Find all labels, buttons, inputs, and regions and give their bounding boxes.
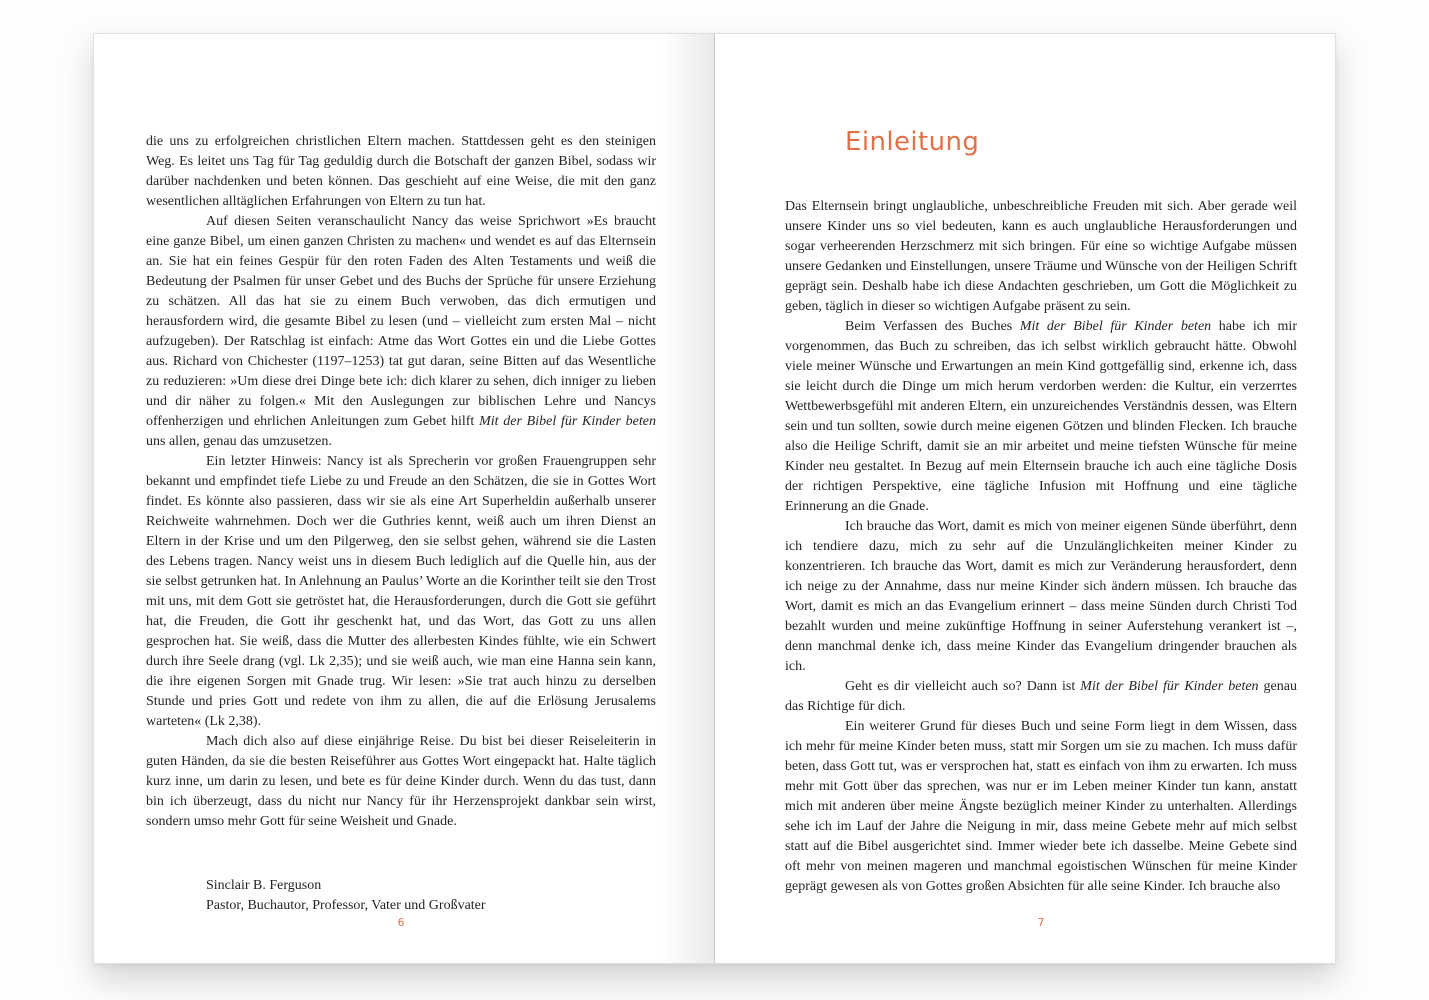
paragraph: [146, 732, 656, 832]
page-number-right: 7: [1037, 916, 1045, 929]
paragraph: [146, 212, 656, 452]
text-segment: Auf diesen Seiten veranschaulicht Nancy das weise Sprichwort »Es braucht eine ganze Bibel, um einen ganzen Christen zu machen« und wendet es auf das Elternsein an. Sie hat ein feines Gespür für den roten Faden des Alten Testaments und weiß die Bedeutung der Psalmen für unser Gebet und des Buchs der Sprüche für unsere Erziehung zu schätzen. All das hat sie zu einem Buch verwoben, das dich ermutigen und herausfordern wird, die gesamte Bibel zu lesen (und – vielleicht zum ersten Mal – nicht aufzugeben). Der Ratschlag ist einfach: Atme das Wort Gottes ein und die Liebe Gottes aus. Richard von Chichester (1197–1253) tat gut daran, seine Bitten auf das Wesentliche zu reduzieren: »Um diese drei Dinge bete ich: dich klarer zu sehen, dich inniger zu lieben und dir näher zu folgen.« Mit den Auslegungen zur biblischen Lehre und Nancys offenherzigen und ehrlichen Anleitungen zum Gebet hilft: [146, 214, 656, 429]
signature-block: [206, 876, 656, 916]
paragraph: [785, 677, 1297, 717]
paragraph: [785, 517, 1297, 677]
paragraph: [146, 452, 656, 732]
book-title-italic: Mit der Bibel für Kinder beten: [1019, 319, 1212, 334]
paragraph: [785, 317, 1297, 517]
text-segment: genau das Richtige für dich.: [785, 679, 1297, 714]
book-spread: [93, 33, 1336, 964]
text-segment: Ich brauche das Wort, damit es mich von meiner eigenen Sünde überführt, denn ich tendiere dazu, mich zu sehr auf die Unzulänglichkeiten meiner Kinder zu konzentrieren. Ich brauche das Wort, damit es mich zur Veränderung herausfordert, denn ich neige zu der Annahme, dass nur meine Kinder sich ändern müssen. Ich brauche das Wort, damit es mich an das Evangelium erinnert – dass meine Sünden durch Christi Tod bezahlt wurden und meine zukünftige Hoffnung in seiner Auferstehung verankert ist –, denn manchmal denke ich, dass meine Kinder das Evangelium dringender brauchen als ich.: [785, 519, 1297, 674]
page-left: [93, 33, 714, 964]
right-body-text: [785, 197, 1297, 897]
text-segment: Ein weiterer Grund für dieses Buch und seine Form liegt in dem Wissen, dass ich mehr für meine Kinder beten muss, statt mir Sorgen um sie zu machen. Ich muss dafür beten, dass Gott tut, was er versprochen hat, statt es einfach von ihm zu erwarten. Ich muss mehr mit Gott über das sprechen, was nur er im Leben meiner Kinder tun kann, anstatt mich mit anderen über meine Ängste bezüglich meiner Kinder zu unterhalten. Allerdings sehe ich im Lauf der Jahre die Neigung in mir, dass meine Gebete mehr auf mich selbst statt auf die Bibel ausgerichtet sind. Immer wieder bete ich dasselbe. Meine Gebete sind oft mehr von meinen mageren und manchmal egoistischen Wünschen für meine Kinder geprägt gewesen als von Gottes großen Absichten für alle seine Kinder. Ich brauche also: [785, 719, 1297, 894]
signature-title: Pastor, Buchautor, Professor, Vater und Großvater: [206, 898, 486, 913]
text-segment: Ein letzter Hinweis: Nancy ist als Sprecherin vor großen Frauengruppen sehr bekannt und empfindet tiefe Liebe zu und Freude an den Schätzen, die sie in Gottes Wort findet. Es könnte also passieren, dass wir sie als eine Art Superheldin außerhalb unserer Reichweite wahrnehmen. Doch wer die Guthries kennt, weiß auch um ihren Dienst an Eltern in der Krise und um den Pilgerweg, den sie selbst gehen, während sie die Lasten des Lebens tragen. Nancy weist uns in diesem Buch lediglich auf die Quelle hin, aus der sie selbst getrunken hat. In Anlehnung an Paulus’ Worte an die Korinther teilt sie den Trost mit uns, mit dem Gott sie getröstet hat, die Herausforderungen, durch die Gott sie geführt hat, die Freuden, die Gott ihr geschenkt hat, und das Wort, das Gott zu uns allen gesprochen hat. Sie weiß, dass die Mutter des allerbesten Kindes fühlte, wie ein Schwert durch ihre Seele drang (vgl. Lk 2,35); und sie weiß auch, wie man eine Hanna sein kann, die ihre eigenen Sorgen mit Gnade trug. Wir lesen: »Sie trat auch hinzu zu derselben Stunde und pries Gott und redete von ihm zu allen, die auf die Erlösung Jerusalems warteten« (Lk 2,38).: [146, 454, 656, 729]
text-segment: uns allen, genau das umzusetzen.: [146, 434, 332, 449]
text-segment: Mach dich also auf diese einjährige Reise. Du bist bei dieser Reiseleiterin in guten Händen, da sie die besten Reiseführer aus Gottes Wort eingepackt hat. Halte täglich kurz inne, um darin zu lesen, und bete es für deine Kinder durch. Wenn du das tust, dann bin ich überzeugt, dass du nicht nur Nancy für ihr Herzensprojekt dankbar sein wirst, sondern umso mehr Gott für seine Weisheit und Gnade.: [146, 734, 656, 829]
text-segment: Geht es dir vielleicht auch so? Dann ist: [845, 679, 1081, 694]
text-segment: Das Elternsein bringt unglaubliche, unbeschreibliche Freuden mit sich. Aber gerade weil unsere Kinder uns so viel bedeuten, kann es auch unglaubliche Herausforderungen und sogar verheerenden Herzschmerz mit sich bringen. Für eine so wichtige Aufgabe müssen unsere Gedanken und Einstellungen, unsere Träume und Wünsche von der Heiligen Schrift geprägt sein. Deshalb habe ich diese Andachten geschrieben, um Gott die Möglichkeit zu geben, täglich in dieser so wichtigen Aufgabe präsent zu sein.: [785, 199, 1297, 314]
paragraph: [785, 717, 1297, 897]
text-segment: die uns zu erfolgreichen christlichen Eltern machen. Stattdessen geht es den steinigen Weg. Es leitet uns Tag für Tag geduldig durch die Botschaft der ganzen Bibel, sodass wir darüber nachdenken und beten können. Das geschieht auf eine Weise, die mit den ganz wesentlichen alltäglichen Erfahrungen von Eltern zu tun hat.: [146, 134, 656, 209]
page-right: [714, 33, 1336, 964]
left-text-column: [94, 34, 656, 916]
text-segment: Beim Verfassen des Buches: [845, 319, 1020, 334]
text-segment: habe ich mir vorgenommen, das Buch zu schreiben, das ich selbst wirklich gebraucht hätte. Obwohl viele meiner Wünsche und Erwartungen an mein Kind gottgefällig sind, erkenne ich, dass sie leicht durch die Dinge um mich herum verdorben werden: die Kultur, ein verzerrtes Wettbewerbsgefühl mit anderen Eltern, ein unzureichendes Verständnis dessen, was Eltern sein und tun sollten, sowie durch meine eigenen Götzen und blinden Flecken. Ich brauche also die Heilige Schrift, damit sie an mir arbeitet und meine tiefsten Wünsche für meine Kinder neu gestaltet. In Bezug auf mein Elternsein brauche ich auch eine tägliche Dosis der richtigen Perspektive, eine tägliche Infusion mit Hoffnung und eine tägliche Erinnerung an die Gnade.: [785, 319, 1297, 514]
chapter-heading: Einleitung: [845, 127, 980, 157]
signature-name: Sinclair B. Ferguson: [206, 878, 322, 893]
left-body-text: [146, 132, 656, 832]
book-title-italic: Mit der Bibel für Kinder beten: [479, 414, 656, 429]
paragraph: [146, 132, 656, 212]
page-number-left: 6: [397, 916, 405, 929]
right-text-column: [715, 34, 1297, 897]
paragraph: [785, 197, 1297, 317]
book-title-italic: Mit der Bibel für Kinder beten: [1080, 679, 1259, 694]
